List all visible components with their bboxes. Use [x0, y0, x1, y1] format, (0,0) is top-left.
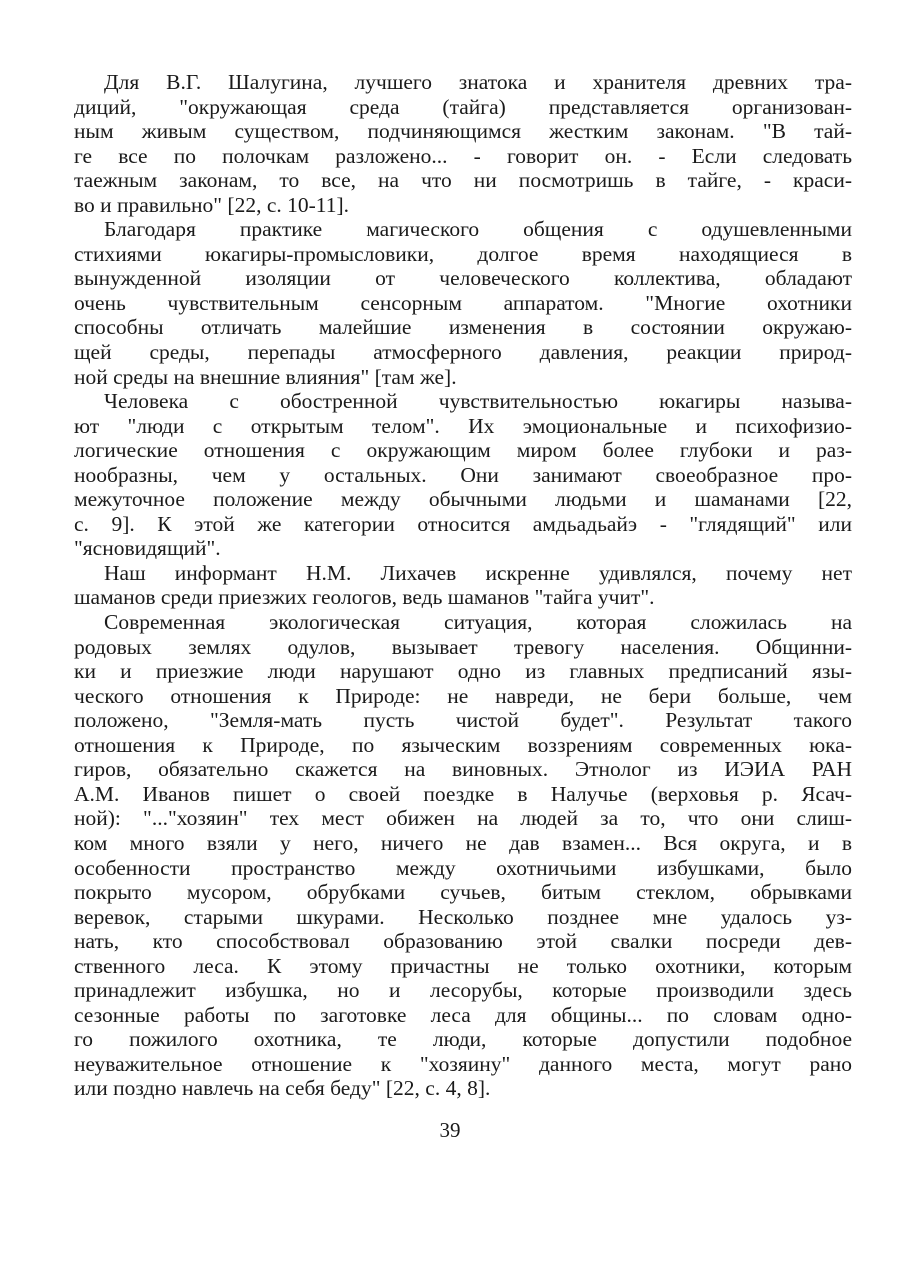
text-line: А.М. Иванов пишет о своей поездке в Налучье (верховья р. Ясач- — [74, 781, 852, 806]
text-line: положено, "Земля-мать пусть чистой будет". Результат такого — [74, 708, 852, 733]
text-line: ной среды на внешние влияния" [там же]. — [74, 364, 457, 389]
text-line: ге все по полочкам разложено... - говорит он. - Если следовать — [74, 143, 852, 168]
text-line: диций, "окружающая среда (тайга) представляется организован- — [74, 94, 852, 119]
text-line: го пожилого охотника, те люди, которые допустили подобное — [74, 1027, 852, 1052]
page-body — [74, 70, 852, 1101]
page-number: 39 — [439, 1118, 461, 1142]
text-line: ным живым существом, подчиняющимся жестким законам. "В тай- — [74, 119, 852, 144]
text-line: ком много взяли у него, ничего не дав взамен... Вся округа, и в — [74, 830, 852, 855]
text-line: стихиями юкагиры-промысловики, долгое время находящиеся в — [74, 241, 852, 266]
text-line: веревок, старыми шкурами. Несколько позднее мне удалось уз- — [74, 904, 852, 929]
text-line: особенности пространство между охотничьими избушками, было — [74, 855, 852, 880]
text-line: принадлежит избушка, но и лесорубы, которые производили здесь — [74, 978, 852, 1003]
text-line: "ясновидящий". — [74, 536, 221, 561]
text-line: таежным законам, то все, на что ни посмотришь в тайге, - краси- — [74, 168, 852, 193]
text-line: ют "люди с открытым телом". Их эмоциональные и психофизио- — [74, 413, 852, 438]
paragraph-1 — [74, 70, 852, 217]
text-line: логические отношения с окружающим миром более глубоки и раз- — [74, 438, 852, 463]
text-line: родовых землях одулов, вызывает тревогу населения. Общинни- — [74, 634, 852, 659]
text-line: межуточное положение между обычными людьми и шаманами [22, — [74, 487, 852, 512]
text-line: шаманов среди приезжих геологов, ведь шаманов "тайга учит". — [74, 585, 655, 610]
text-line: нообразны, чем у остальных. Они занимают своеобразное про- — [74, 462, 852, 487]
text-line: нать, кто способствовал образованию этой свалки посреди дев- — [74, 929, 852, 954]
text-line: ческого отношения к Природе: не навреди, не бери больше, чем — [74, 683, 852, 708]
text-line: способны отличать малейшие изменения в состоянии окружаю- — [74, 315, 852, 340]
text-line: покрыто мусором, обрубками сучьев, битым стеклом, обрывками — [74, 880, 852, 905]
text-line: Наш информант Н.М. Лихачев искренне удивлялся, почему нет — [104, 560, 852, 585]
paragraph-5 — [74, 610, 852, 1101]
text-line: сезонные работы по заготовке леса для общины... по словам одно- — [74, 1002, 852, 1027]
text-line: Благодаря практике магического общения с одушевленными — [104, 217, 852, 242]
text-line: гиров, обязательно скажется на виновных. Этнолог из ИЭИА РАН — [74, 757, 852, 782]
paragraph-3 — [74, 389, 852, 561]
text-line: Современная экологическая ситуация, которая сложилась на — [104, 610, 852, 635]
text-line: Человека с обостренной чувствительностью юкагиры называ- — [104, 389, 852, 414]
text-line: Для В.Г. Шалугина, лучшего знатока и хранителя древних тра- — [104, 70, 852, 94]
text-line: неуважительное отношение к "хозяину" данного места, могут рано — [74, 1051, 852, 1076]
text-line: вынужденной изоляции от человеческого коллектива, обладают — [74, 266, 852, 291]
text-line: ственного леса. К этому причастны не только охотники, которым — [74, 953, 852, 978]
text-line: ки и приезжие люди нарушают одно из главных предписаний язы- — [74, 659, 852, 684]
text-line: щей среды, перепады атмосферного давления, реакции природ- — [74, 340, 852, 365]
paragraph-4 — [74, 561, 852, 610]
text-line: или поздно навлечь на себя беду" [22, с. 4, 8]. — [74, 1076, 491, 1101]
text-line: ной): "..."хозяин" тех мест обижен на людей за то, что они слиш- — [74, 806, 852, 831]
text-line: во и правильно" [22, с. 10-11]. — [74, 192, 350, 217]
text-line: с. 9]. К этой же категории относится амдьадьайэ - "глядящий" или — [74, 511, 852, 536]
paragraph-2 — [74, 217, 852, 389]
text-line: отношения к Природе, по языческим воззрениям современных юка- — [74, 732, 852, 757]
text-line: очень чувствительным сенсорным аппаратом. "Многие охотники — [74, 290, 852, 315]
